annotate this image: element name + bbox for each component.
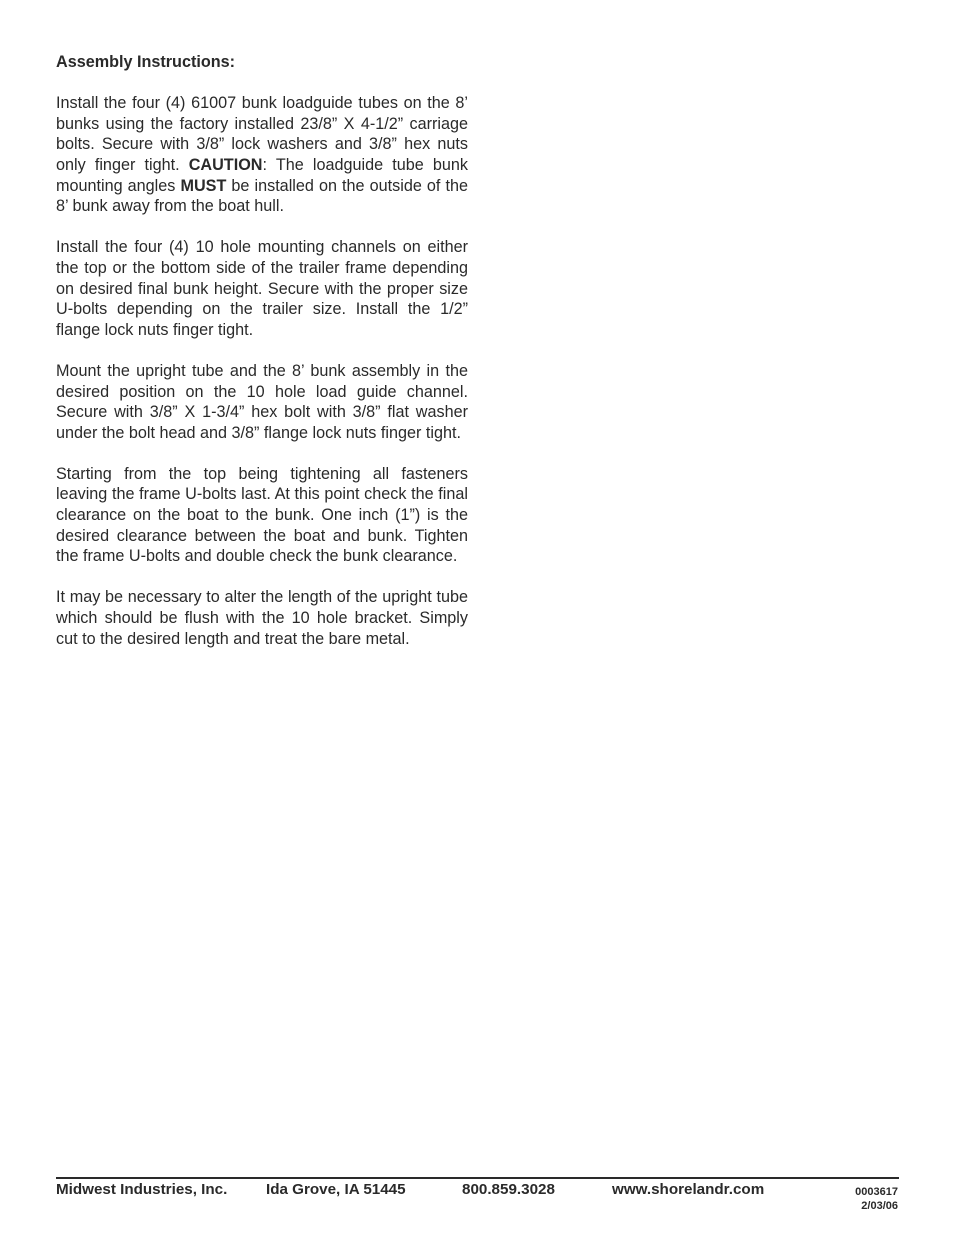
section-heading: Assembly Instructions: (56, 53, 236, 71)
footer-city: Ida Grove, IA 51445 (266, 1181, 406, 1198)
paragraph-text: Install the four (4) 61007 bunk loadguide tubes on the 8’ bunks using the factory installed 23/8” X 4-1/2” carriage bolts. Secure with 3/8” lock washers and 3/8” hex nuts only finger tight. (56, 94, 468, 174)
emphasis-text: CAUTION (188, 155, 263, 174)
paragraph-text: : The loadguide tube bunk mounting angles (56, 155, 468, 195)
instruction-paragraph (56, 587, 468, 649)
instruction-paragraph (56, 93, 468, 217)
emphasis-text: MUST (180, 176, 227, 195)
instruction-paragraphs (56, 93, 468, 649)
footer-website: www.shorelandr.com (612, 1181, 765, 1198)
document-date: 2/03/06 (861, 1200, 898, 1212)
instruction-paragraph (56, 237, 468, 340)
footer-company: Midwest Industries, Inc. (56, 1181, 228, 1198)
document-number: 0003617 (855, 1186, 898, 1198)
instructions-body (56, 52, 468, 670)
instruction-paragraph (56, 361, 468, 443)
paragraph-text: be installed on the outside of the 8’ bunk away from the boat hull. (56, 176, 468, 216)
footer-document-code (855, 1185, 898, 1213)
paragraph-text: Starting from the top being tightening all fasteners leaving the frame U-bolts last. At this point check the final clearance on the boat to the bunk. One inch (1”) is the desired clearance between the boat and bunk. Tighten the frame U-bolts and double check the bunk clearance. (56, 464, 468, 566)
footer-phone: 800.859.3028 (462, 1181, 555, 1198)
instruction-paragraph (56, 464, 468, 567)
paragraph-text: Install the four (4) 10 hole mounting channels on either the top or the bottom side of the trailer frame depending on desired final bunk height. Secure with the proper size U-bolts depending on the trailer size. Install the 1/2” flange lock nuts finger tight. (56, 238, 468, 339)
footer-divider (56, 1177, 899, 1179)
paragraph-text: It may be necessary to alter the length of the upright tube which should be flush with the 10 hole bracket. Simply cut to the desired length and treat the bare metal. (56, 588, 468, 648)
paragraph-text: Mount the upright tube and the 8’ bunk assembly in the desired position on the 10 hole load guide channel. Secure with 3/8” X 1-3/4” hex bolt with 3/8” flat washer under the bolt head and 3/8” flange lock nuts finger tight. (56, 361, 468, 442)
